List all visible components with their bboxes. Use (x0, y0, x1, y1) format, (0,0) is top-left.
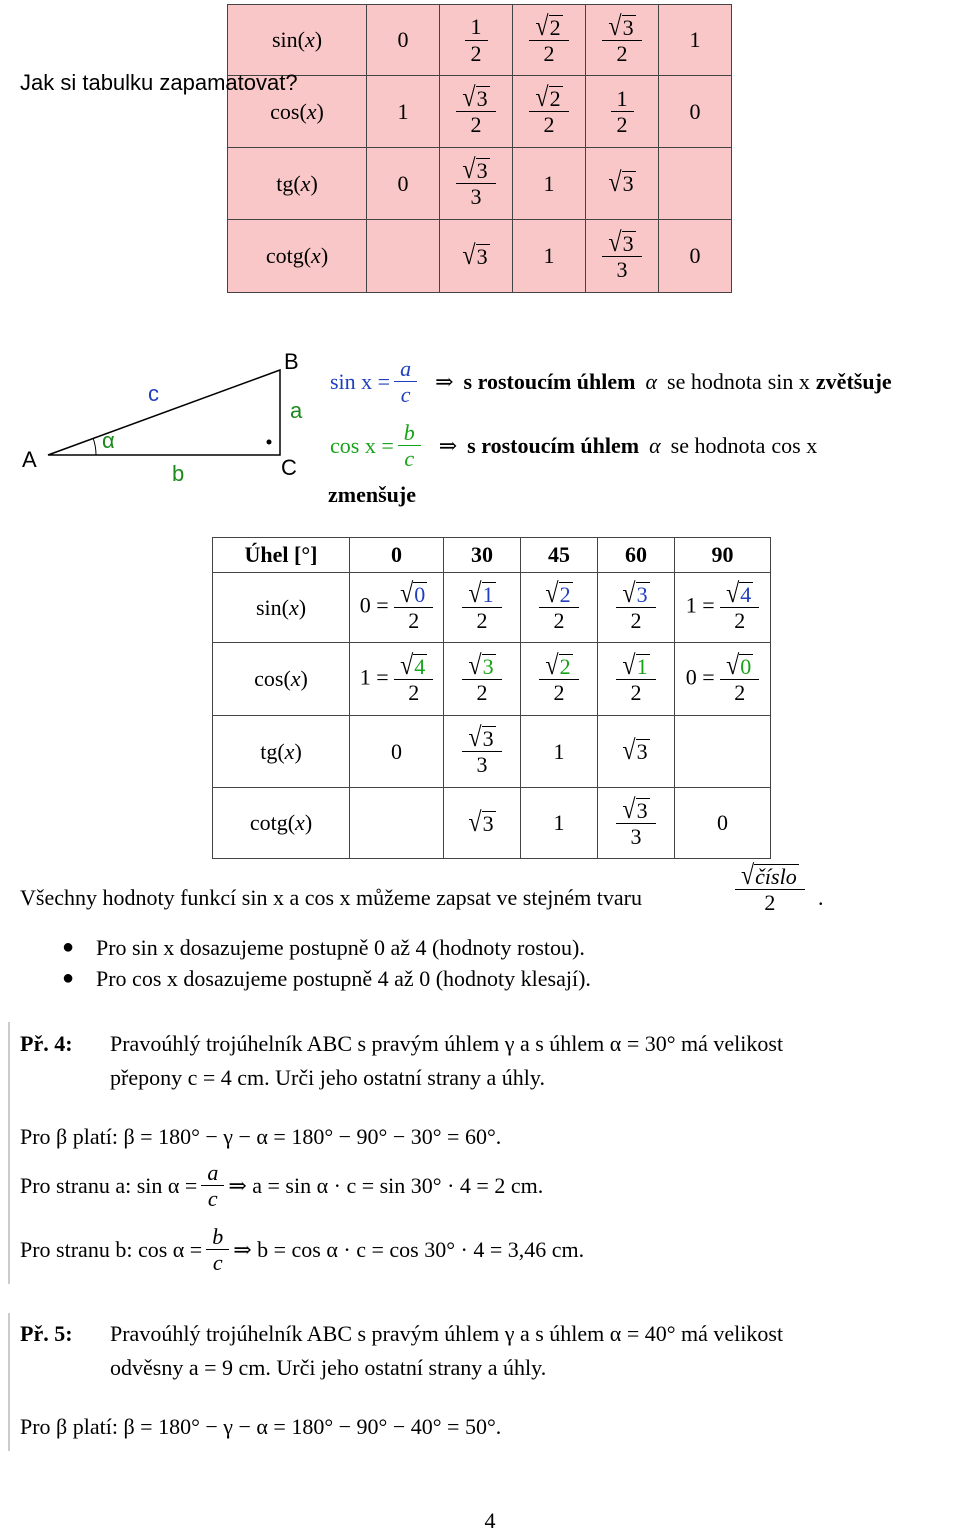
margin-bar (8, 1022, 10, 1284)
bullet-icon: ● (62, 967, 75, 989)
sin-text-bold: s rostoucím úhlem (463, 368, 636, 394)
ex4-beta: Pro β platí: β = 180° − γ − α = 180° − 90° − 30° = 60°. (20, 1124, 502, 1149)
header-angle: 45 (521, 538, 598, 573)
table-row (228, 220, 732, 293)
header-angle: 0 (350, 538, 444, 573)
side-b-post: ⇒ b = cos α · c = cos 30° · 4 = 3,46 cm. (233, 1236, 585, 1262)
ex4-side-a: Pro stranu a: sin α = $\frac{a}{c}$ ⇒ a = sin α · c = sin 30° · 4 = 2 cm. (20, 1160, 544, 1212)
table-row (228, 5, 732, 76)
cos-text-end: zmenšuje (328, 482, 416, 507)
arrow-icon: ⇒ (438, 432, 458, 458)
alpha-label: α (102, 428, 115, 453)
sin-relation (330, 356, 892, 408)
arrow-icon: ⇒ (435, 368, 454, 394)
bullet-icon: ● (62, 936, 75, 958)
row-label: sin(x) (228, 5, 367, 76)
cos-den: c (404, 446, 415, 472)
vertex-b-label: B (284, 349, 299, 374)
dot: . (818, 885, 824, 910)
table-cell: √ 3 3 (586, 220, 659, 293)
table-cell: 1 (521, 716, 598, 788)
table-cell: √ 2 2 (521, 573, 598, 643)
table-cell: √ 2 2 (513, 5, 586, 76)
sin-den: c (400, 382, 411, 408)
ex4-label: Př. 4: (20, 1031, 73, 1056)
alpha-symbol: α (649, 432, 661, 458)
table-cell: √ 3 2 (586, 5, 659, 76)
table-row (213, 716, 771, 788)
table-cell: 1 (521, 788, 598, 859)
table-cell: 1 = √ 4 2 (350, 643, 444, 716)
values-table-pink (227, 4, 732, 293)
side-a-post: ⇒ a = sin α · c = sin 30° · 4 = 2 cm. (228, 1172, 544, 1198)
bullet1: Pro sin x dosazujeme postupně 0 až 4 (hodnoty rostou). (96, 935, 585, 960)
header-angle: 30 (444, 538, 521, 573)
sin-lhs: sin x = (330, 368, 391, 394)
table-cell: √ 3 (586, 148, 659, 220)
table-cell: 1 = √ 4 2 (675, 573, 771, 643)
table-cell: √ 3 (440, 220, 513, 293)
cos-lhs: cos x = (330, 432, 394, 458)
ex5-line2: odvěsny a = 9 cm. Urči jeho ostatní strany a úhly. (110, 1355, 547, 1380)
sin-num: a (394, 356, 417, 382)
bullet2: Pro cos x dosazujeme postupně 4 až 0 (hodnoty klesají). (96, 966, 591, 991)
row-label: cos(x) (228, 76, 367, 148)
notes-line1: Všechny hodnoty funkcí sin x a cos x můžeme zapsat ve stejném tvaru (20, 885, 642, 910)
table-cell: 1 (513, 220, 586, 293)
table-cell: √ 1 2 (444, 573, 521, 643)
header-label: Úhel [°] (213, 538, 350, 573)
side-a-label: a (290, 398, 303, 423)
margin-bar (8, 1313, 10, 1451)
cos-text-bold: s rostoucím úhlem (467, 432, 640, 458)
table-cell: 0 (367, 5, 440, 76)
table-cell: $\frac{1}{2}$ (586, 76, 659, 148)
table-cell: 0 (350, 716, 444, 788)
cos-relation (330, 420, 817, 472)
cos-text-fn: cos x (771, 432, 818, 458)
table-cell: 1 (367, 76, 440, 148)
table-cell: 0 (675, 788, 771, 859)
row-label: sin(x) (213, 573, 350, 643)
table-cell: √ 3 (598, 716, 675, 788)
table-cell: 0 = √ 0 2 (350, 573, 444, 643)
triangle-diagram (18, 345, 318, 485)
table-cell: √ 1 2 (598, 643, 675, 716)
cislo-fraction: √ číslo 2 (735, 863, 805, 915)
ex4-line2: přepony c = 4 cm. Urči jeho ostatní strany a úhly. (110, 1065, 545, 1090)
table-row (228, 76, 732, 148)
table-cell: 0 = √ 0 2 (675, 643, 771, 716)
side-b-label: b (172, 461, 185, 486)
ex5-line1: Pravoúhlý trojúhelník ABC s pravým úhlem γ a s úhlem α = 40° má velikost (110, 1321, 784, 1346)
side-a-pre: Pro stranu a: sin α = (20, 1172, 198, 1198)
table-cell: 1 (659, 5, 732, 76)
row-label: cotg(x) (213, 788, 350, 859)
row-label: tg(x) (228, 148, 367, 220)
ex4-line1: Pravoúhlý trojúhelník ABC s pravým úhlem γ a s úhlem α = 30° má velikost (110, 1031, 784, 1056)
table-cell: √ 3 (444, 788, 521, 859)
table-cell: √ 3 3 (598, 788, 675, 859)
table-cell (659, 148, 732, 220)
table-header-row (213, 538, 771, 573)
table-cell: √ 2 2 (521, 643, 598, 716)
header-angle: 90 (675, 538, 771, 573)
row-label: tg(x) (213, 716, 350, 788)
row-label: cotg(x) (228, 220, 367, 293)
table-cell (675, 716, 771, 788)
sin-text-fn: sin x (767, 368, 810, 394)
side-c-label: c (148, 381, 159, 406)
table-cell: 0 (367, 148, 440, 220)
sin-text-end: zvětšuje (815, 368, 892, 394)
row-label: cos(x) (213, 643, 350, 716)
table-cell: 0 (659, 220, 732, 293)
ex4-side-b: Pro stranu b: cos α = $\frac{b}{c}$ ⇒ b = cos α · c = cos 30° · 4 = 3,46 cm. (20, 1224, 585, 1276)
cos-text-mid: se hodnota (670, 432, 766, 458)
sin-text-mid: se hodnota (667, 368, 762, 394)
cos-num: b (398, 420, 421, 446)
table-cell (350, 788, 444, 859)
table-cell: √ 3 3 (444, 716, 521, 788)
ex5-label: Př. 5: (20, 1321, 73, 1346)
ex5-beta: Pro β platí: β = 180° − γ − α = 180° − 90° − 40° = 50°. (20, 1414, 502, 1439)
table-cell (367, 220, 440, 293)
vertex-c-label: C (281, 455, 297, 480)
table-cell: √ 3 2 (440, 76, 513, 148)
table-cell: √ 3 2 (598, 573, 675, 643)
memo-question: Jak si tabulku zapamatovat? (20, 70, 298, 95)
table-row (213, 573, 771, 643)
table-row (213, 788, 771, 859)
values-table-root (212, 537, 771, 859)
table-row (228, 148, 732, 220)
side-b-pre: Pro stranu b: cos α = (20, 1236, 203, 1262)
header-angle: 60 (598, 538, 675, 573)
table-row (213, 643, 771, 716)
table-cell: √ 3 2 (444, 643, 521, 716)
table-cell: √ 2 2 (513, 76, 586, 148)
alpha-symbol: α (645, 368, 658, 394)
vertex-a-label: A (22, 447, 37, 472)
table-cell: $\frac{1}{2}$ (440, 5, 513, 76)
table-cell: 1 (513, 148, 586, 220)
table-cell: 0 (659, 76, 732, 148)
page-number: 4 (484, 1508, 496, 1533)
table-cell: √ 3 3 (440, 148, 513, 220)
